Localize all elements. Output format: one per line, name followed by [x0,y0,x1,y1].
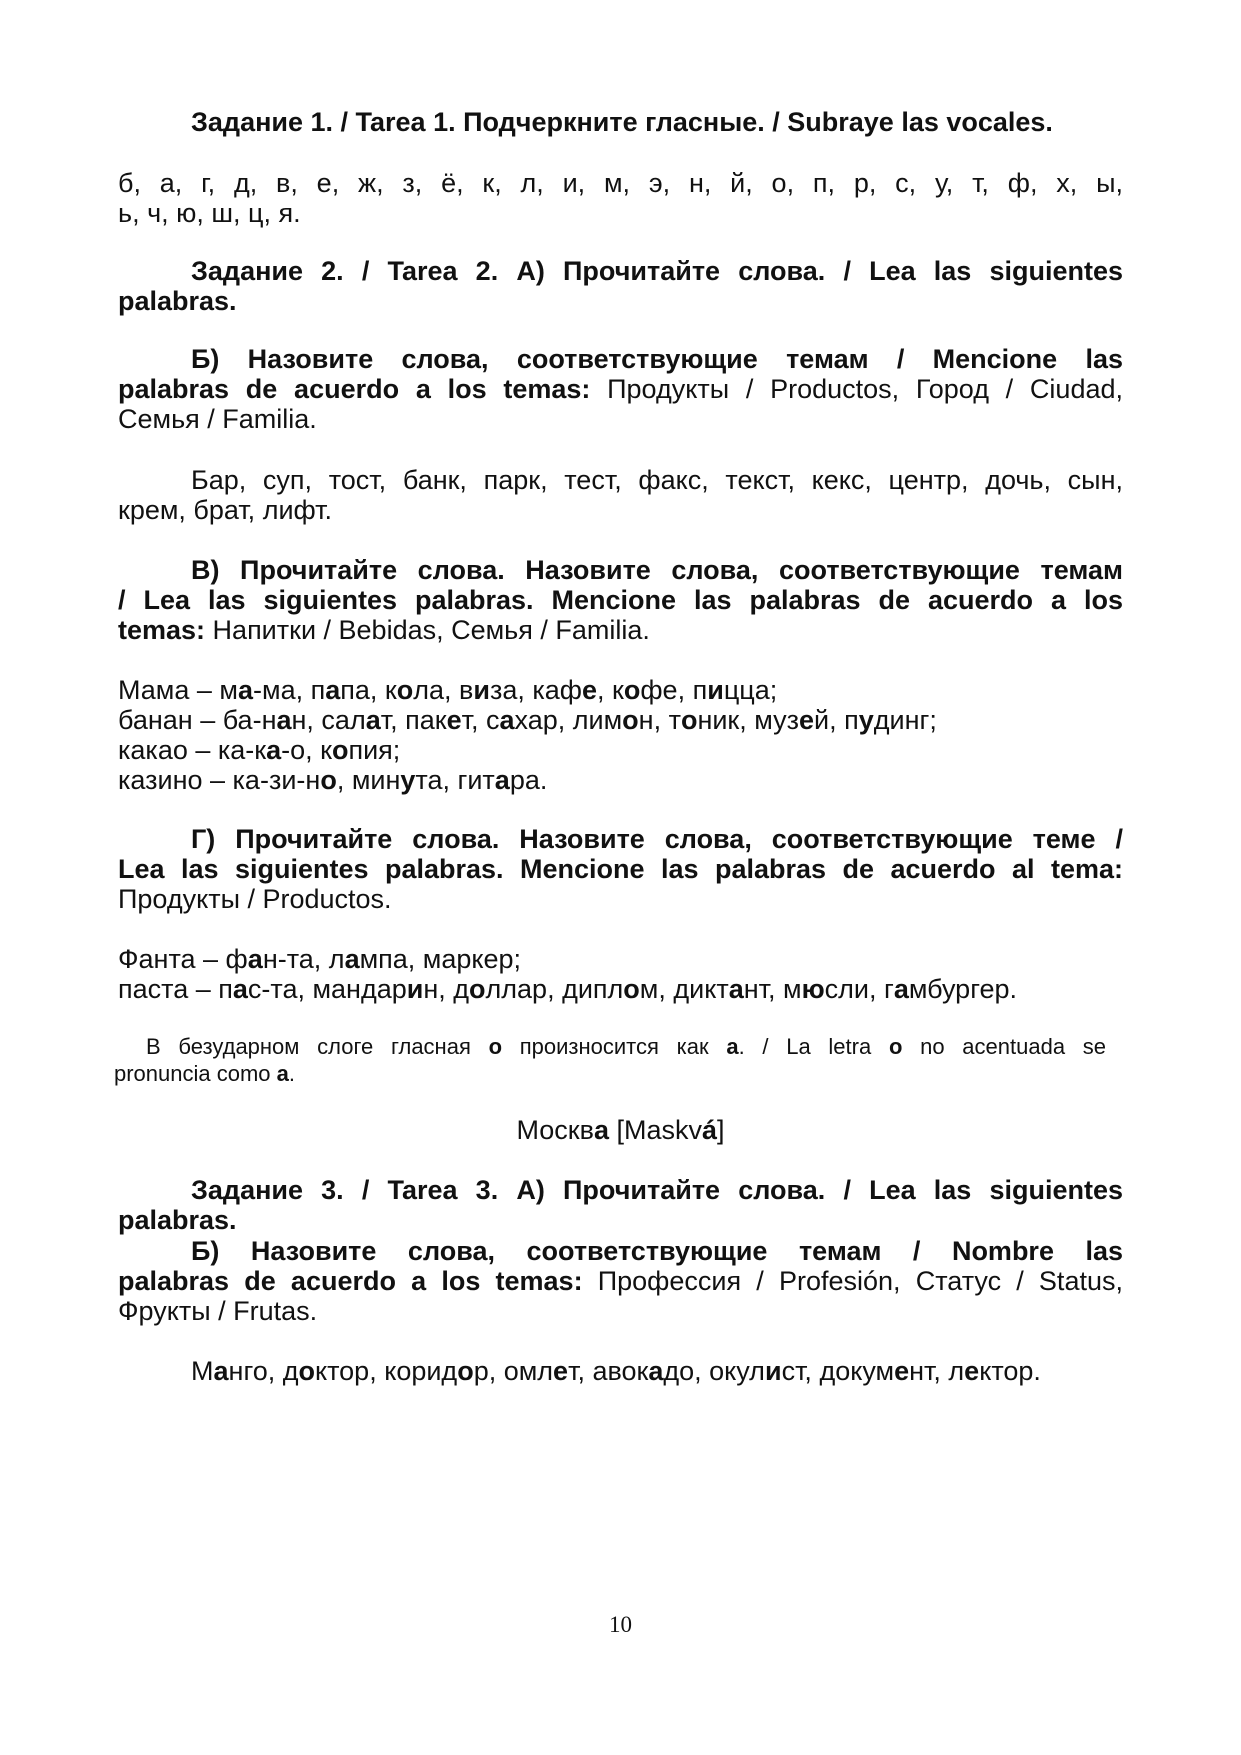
stressed-vowel: и [764,1356,782,1386]
stressed-vowel: и [707,675,724,705]
word-text: н, д [423,974,470,1004]
stressed-vowel: е [964,1356,980,1386]
stressed-vowel: а [266,735,282,765]
pronunciation-note-line2 [114,1059,295,1088]
word-text: какао – ка-к [118,735,267,765]
word-text: ст, докум [781,1356,895,1386]
stressed-vowel: у [400,765,416,795]
word-text: ктор, корид [314,1356,458,1386]
pronunciation-note-line1 [146,1032,1106,1061]
word-text: нт, л [909,1356,965,1386]
stressed-vowel: а [728,974,744,1004]
word-text: н, сал [291,705,366,735]
task2-g-line1: Г) Прочитайте слова. Назовите слова, соответствующие теме / [191,824,1123,854]
stressed-vowel: о [622,705,639,735]
word-text: н-та, л [262,944,345,974]
task2-b-words-line2: крем, брат, лифт. [118,495,333,525]
stressed-vowel: а [344,944,360,974]
word-text: no acentuada se [902,1034,1106,1059]
task2-b-line2 [118,373,1123,406]
task3-b-line2 [118,1265,1123,1298]
word-text: Москв [516,1115,594,1145]
word-text: ктор. [979,1356,1041,1386]
word-text: ллар, дипл [485,974,624,1004]
word-text: т, пак [380,705,447,735]
stressed-vowel: а [365,705,381,735]
task3-b-line3: Фрукты / Frutas. [118,1296,318,1326]
word-text: н, т [638,705,681,735]
word-text: мбургер. [908,974,1017,1004]
word-text: с-та, мандар [247,974,407,1004]
word-text: . [288,1061,296,1086]
word-text: р, омл [473,1356,554,1386]
stressed-vowel: е [446,705,462,735]
stressed-vowel: е [894,1356,910,1386]
word-text: , мин [336,765,401,795]
stressed-vowel: а [593,1115,609,1145]
task1-letters-line2: ь, ч, ю, ш, ц, я. [118,198,301,228]
stressed-vowel: о [488,1034,503,1059]
word-text: й, п [814,705,859,735]
task1-heading: Задание 1. / Tarea 1. Подчеркните гласные. / Subraye las vocales. [191,107,1053,137]
word-text: . / La letra [738,1034,889,1059]
task3-b-topics: Профессия / Profesión, Статус / Status, [582,1266,1123,1296]
word-text: pronuncia como [114,1061,277,1086]
stressed-vowel: а [494,765,510,795]
stressed-vowel: а [726,1034,739,1059]
task2-b-topics-label: palabras de acuerdo a los temas: [118,374,591,404]
word-text: ] [717,1115,725,1145]
page-number: 10 [609,1612,632,1637]
stressed-vowel: е [553,1356,569,1386]
word-text: хар, лим [514,705,623,735]
task3-b-topics-label: palabras de acuerdo a los temas: [118,1266,583,1296]
stressed-vowel: о [623,974,640,1004]
stressed-vowel: о [888,1034,903,1059]
task2-v-line1: В) Прочитайте слова. Назовите слова, соответствующие темам [191,555,1123,585]
task2-b-line3: Семья / Familia. [118,404,317,434]
word-text: -о, к [281,735,332,765]
word-text: до, окул [663,1356,765,1386]
word-text: , к [597,675,624,705]
task2-heading-line2: palabras. [118,286,237,316]
word-row [118,943,1123,976]
stressed-vowel: е [581,675,598,705]
task2-v-topics: Напитки / Bebidas, Семья / Familia. [205,615,650,645]
stressed-vowel: о [331,735,349,765]
textbook-page [114,0,1123,1755]
word-text: паста – п [118,974,233,1004]
word-row [118,764,1123,797]
word-text: цца; [723,675,778,705]
word-text: м, дикт [639,974,729,1004]
word-text: М [191,1356,214,1386]
word-row [118,674,1123,707]
word-text: банан – ба-н [118,705,277,735]
stressed-vowel: о [469,974,486,1004]
stressed-vowel: а [325,675,341,705]
word-text: ла, в [413,675,474,705]
stressed-vowel: а [232,974,248,1004]
word-text: та, гит [415,765,495,795]
moscow-example [118,1114,1123,1147]
word-text: казино – ка-зи-н [118,765,321,795]
task2-g-line2: Lea las siguientes palabras. Mencione las palabras de acuerdo al tema: [118,854,1123,884]
word-text: произносится как [502,1034,727,1059]
word-text: ра. [509,765,548,795]
word-text: па, к [340,675,397,705]
stressed-vowel: а [648,1356,664,1386]
stressed-vowel: а [213,1356,229,1386]
word-text: Мама – м [118,675,238,705]
task2-v-line3 [118,614,1123,647]
task1-letters-line1: б, а, г, д, в, е, ж, з, ё, к, л, и, м, э, н, й, о, п, р, с, у, т, ф, х, ы, [118,168,1123,198]
word-text: т, с [461,705,500,735]
stressed-vowel: а [247,944,263,974]
stressed-vowel: a [276,1061,289,1086]
task2-b-words-line1: Бар, суп, тост, банк, парк, тест, факс, текст, кекс, центр, дочь, сын, [191,465,1123,495]
stressed-vowel: а [237,675,254,705]
word-row [118,734,1123,767]
task3-heading-line2: palabras. [118,1205,237,1235]
word-text: сли, г [824,974,894,1004]
task2-v-line2: / Lea las siguientes palabras. Mencione las palabras de acuerdo a los [118,585,1123,615]
stressed-vowel: а [276,705,292,735]
stressed-vowel: á [701,1115,718,1145]
word-text: -ма, п [253,675,326,705]
word-row [118,973,1123,1006]
stressed-vowel: и [406,974,424,1004]
stressed-vowel: о [680,705,698,735]
word-text: за, каф [489,675,582,705]
word-text: т, авок [568,1356,649,1386]
task2-v-topics-label: temas: [118,615,206,645]
stressed-vowel: о [298,1356,315,1386]
task3-words [191,1355,1123,1388]
word-text: ник, муз [697,705,799,735]
task3-heading-line1: Задание 3. / Tarea 3. А) Прочитайте слова. / Lea las siguientes [191,1175,1123,1205]
stressed-vowel: о [623,675,641,705]
stressed-vowel: о [320,765,337,795]
task2-b-line1: Б) Назовите слова, соответствующие темам / Mencione las [191,344,1123,374]
stressed-vowel: о [457,1356,474,1386]
word-text: динг; [873,705,937,735]
word-text: [Maskv [608,1115,702,1145]
word-text: Фанта – ф [118,944,248,974]
stressed-vowel: ю [801,974,825,1004]
stressed-vowel: е [799,705,815,735]
stressed-vowel: а [499,705,515,735]
stressed-vowel: а [893,974,909,1004]
word-text: фе, п [640,675,708,705]
word-text: В безударном слоге гласная [146,1034,489,1059]
task2-heading-line1: Задание 2. / Tarea 2. А) Прочитайте слова. / Lea las siguientes [191,256,1123,286]
word-text: мпа, маркер; [359,944,522,974]
word-text: нго, д [228,1356,299,1386]
word-row [118,704,1123,737]
stressed-vowel: у [858,705,874,735]
stressed-vowel: о [396,675,414,705]
task2-g-line3: Продукты / Productos. [118,884,392,914]
word-text: пия; [348,735,401,765]
stressed-vowel: и [473,675,490,705]
task2-b-topics: Продукты / Productos, Город / Ciudad, [590,374,1123,404]
task3-b-line1: Б) Назовите слова, соответствующие темам / Nombre las [191,1236,1123,1266]
word-text: нт, м [743,974,802,1004]
